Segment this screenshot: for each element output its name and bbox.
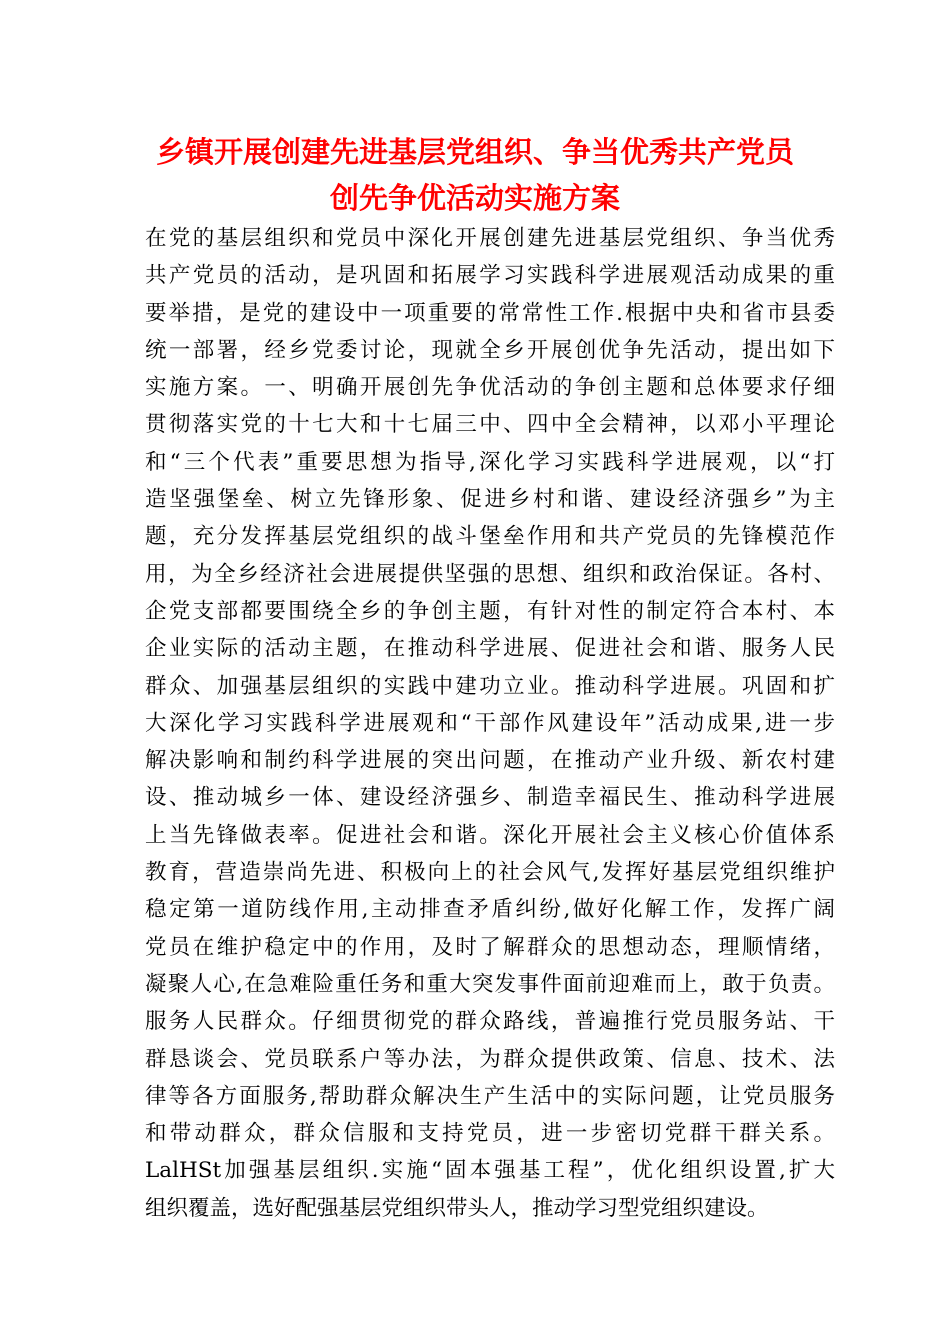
- body-line: 群众、加强基层组织的实践中建功立业。推动科学进展。巩固和扩: [145, 673, 835, 699]
- body-line: 律等各方面服务,帮助群众解决生产生活中的实际问题，让党员服务: [145, 1083, 835, 1109]
- body-line: 用，为全乡经济社会进展提供坚强的思想、组织和政治保证。各村、: [145, 561, 835, 587]
- body-line: 企党支部都要围绕全乡的争创主题，有针对性的制定符合本村、本: [145, 598, 835, 624]
- body-line: 教育，营造崇尚先进、积极向上的社会风气,发挥好基层党组织维护: [145, 860, 835, 886]
- body-line: 组织覆盖，选好配强基层党组织带头人，推动学习型党组织建设。: [145, 1195, 769, 1221]
- body-line: 解决影响和制约科学进展的突出问题，在推动产业升级、新农村建: [145, 748, 835, 774]
- document-body: [145, 220, 835, 1227]
- body-line: 党员在维护稳定中的作用，及时了解群众的思想动态，理顺情绪，: [145, 934, 835, 960]
- body-line: 和“三个代表”重要思想为指导,深化学习实践科学进展观，以“打: [145, 449, 835, 475]
- document-title-line-1: 乡镇开展创建先进基层党组织、争当优秀共产党员: [155, 135, 794, 169]
- body-line: 企业实际的活动主题，在推动科学进展、促进社会和谐、服务人民: [145, 636, 835, 662]
- document-title-line-2: 创先争优活动实施方案: [329, 181, 620, 215]
- body-line: 群恳谈会、党员联系户等办法，为群众提供政策、信息、技术、法: [145, 1046, 835, 1072]
- body-line: 稳定第一道防线作用,主动排查矛盾纠纷,做好化解工作，发挥广阔: [145, 897, 835, 923]
- body-line: 设、推动城乡一体、建设经济强乡、制造幸福民生、推动科学进展: [145, 785, 835, 811]
- body-line: 在党的基层组织和党员中深化开展创建先进基层党组织、争当优秀: [145, 226, 835, 251]
- body-line: 凝聚人心,在急难险重任务和重大突发事件面前迎难而上，敢于负责。: [145, 971, 835, 997]
- body-line: 大深化学习实践科学进展观和“干部作风建设年”活动成果,进一步: [145, 710, 835, 736]
- body-line: 题，充分发挥基层党组织的战斗堡垒作用和共产党员的先锋模范作: [145, 524, 835, 550]
- body-line: 和带动群众，群众信服和支持党员，进一步密切党群干群关系。: [145, 1121, 835, 1147]
- body-line: 共产党员的活动，是巩固和拓展学习实践科学进展观活动成果的重: [145, 263, 835, 289]
- body-line: 实施方案。一、明确开展创先争优活动的争创主题和总体要求仔细: [145, 375, 835, 401]
- body-line: 贯彻落实党的十七大和十七届三中、四中全会精神，以邓小平理论: [145, 412, 835, 438]
- body-line: LalHSt加强基层组织.实施“固本强基工程”，优化组织设置,扩大: [145, 1158, 835, 1184]
- body-line: 上当先锋做表率。促进社会和谐。深化开展社会主义核心价值体系: [145, 822, 835, 848]
- body-line: 统一部署，经乡党委讨论，现就全乡开展创优争先活动，提出如下: [145, 337, 835, 363]
- body-line: 造坚强堡垒、树立先锋形象、促进乡村和谐、建设经济强乡”为主: [145, 487, 835, 513]
- body-line: 服务人民群众。仔细贯彻党的群众路线，普遍推行党员服务站、干: [145, 1009, 835, 1035]
- body-line: 要举措，是党的建设中一项重要的常常性工作.根据中央和省市县委: [145, 300, 835, 326]
